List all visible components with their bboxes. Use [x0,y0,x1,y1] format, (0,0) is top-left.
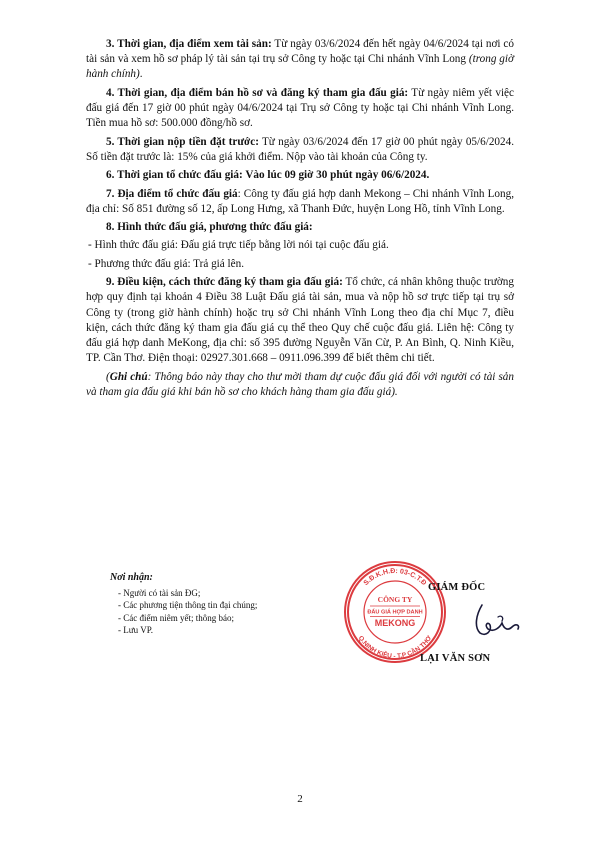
section-4-text: Từ ngày niêm yết việc đấu giá đến 17 giờ 00 phút ngày 04/6/2024 tại Trụ sở Công ty hoặc tại Chi nhánh Vĩnh Long. Tiền mua hồ sơ: 500.000 đồng/hồ sơ. [86,86,514,130]
section-3-label: 3. Thời gian, địa điểm xem tài sản: [106,38,272,50]
signer-role: GIÁM ĐỐC [428,582,486,593]
stamp-line1: CÔNG TY [377,595,413,604]
section-7-label: 7. Địa điểm tổ chức đấu giá [106,187,238,200]
stamp-line2: ĐẤU GIÁ HỢP DANH [367,609,423,616]
section-8 [86,220,514,235]
section-5 [86,135,514,165]
stamp-bottom-ring-text: Q.NINH KIỀU - T.P CẦN THƠ [356,634,434,660]
handwritten-signature [468,595,528,645]
section-3 [86,37,514,83]
page-number: 2 [297,793,303,805]
section-5-label: 5. Thời gian nộp tiền đặt trước: [106,135,259,148]
recipient-item: - Các điểm niêm yết; thông báo; [118,612,234,623]
section-8-item: - Phương thức đấu giá: Trả giá lên. [88,257,245,270]
recipient-item: - Người có tài sản ĐG; [118,587,201,598]
signature-block [340,555,540,705]
note-text: : Thông báo này thay cho thư mời tham dự cuộc đấu giá đối với người có tài sản và tham gia đấu giá khi bán hồ sơ cho khách hàng tham gia đấu giá). [86,370,514,398]
note-label: Ghi chú [109,370,148,383]
recipients-block [110,572,257,637]
section-9-label: 9. Điều kiện, cách thức đăng ký tham gia đấu giá: [106,276,343,289]
section-4 [86,86,514,132]
section-5-text: Từ ngày 03/6/2024 đến 17 giờ 00 phút ngày 05/6/2024. Số tiền đặt trước là: 15% của giá khởi điểm. Nộp vào tài khoản của Công ty. [86,135,514,163]
section-7-text: : Công ty đấu giá hợp danh Mekong – Chi nhánh Vĩnh Long, địa chỉ: Số 851 đường số 12, ấp Long Hưng, xã Thanh Đức, huyện Long Hồ, tỉnh Vĩnh Long. [86,187,514,215]
section-6-label: 6. Thời gian tổ chức đấu giá: Vào lúc 09 giờ 30 phút ngày 06/6/2024. [106,169,430,182]
note [86,370,514,400]
company-stamp-seal [340,555,450,665]
section-4-label: 4. Thời gian, địa điểm bán hồ sơ và đăng ký tham gia đấu giá: [106,86,409,99]
section-3-text: Từ ngày 03/6/2024 đến hết ngày 04/6/2024 tại nơi có tài sản và xem hồ sơ pháp lý tài sản tại trụ sở Công ty hoặc tại Chi nhánh Vĩnh Long [86,38,514,66]
body-text [86,37,514,403]
section-7 [86,187,514,217]
section-8-label: 8. Hình thức đấu giá, phương thức đấu giá: [106,221,313,234]
recipients-title: Nơi nhận: [110,572,153,583]
section-9-text: Tổ chức, cá nhân không thuộc trường hợp quy định tại khoản 4 Điều 38 Luật Đấu giá tài sản, mua và nộp hồ sơ trực tiếp tại trụ sở Công ty (trong giờ hành chính) hoặc trụ sở Chi nhánh Vĩnh Long theo địa chỉ Mục 7, điều kiện, cách thức đăng ký tham gia đấu giá cụ thể theo Quy chế cuộc đấu giá. Liên hệ: Công ty đấu giá hợp danh MeKong, địa chỉ: số 395 đường Nguyễn Văn Cừ, P. An Bình, Q. Ninh Kiều, TP. Cần Thơ. Điện thoại: 02927.301.668 – 0911.096.399 để biết thêm chi tiết. [86,276,514,365]
section-6 [86,168,514,183]
note-open: ( [106,370,110,383]
section-3-end: . [139,68,143,81]
section-3-italic: (trong giờ hành chính) [86,53,514,81]
stamp-top-ring-text: S.Đ.K.H.Đ: 03-C.T.Đ [362,567,428,588]
stamp-line3: MEKONG [374,618,416,628]
recipient-item: - Lưu VP. [118,625,153,636]
section-8-item: - Hình thức đấu giá: Đấu giá trực tiếp bằng lời nói tại cuộc đấu giá. [88,239,389,252]
section-9 [86,275,514,366]
recipient-item: - Các phương tiện thông tin đại chúng; [118,600,258,611]
signer-name: LẠI VĂN SƠN [420,653,491,664]
